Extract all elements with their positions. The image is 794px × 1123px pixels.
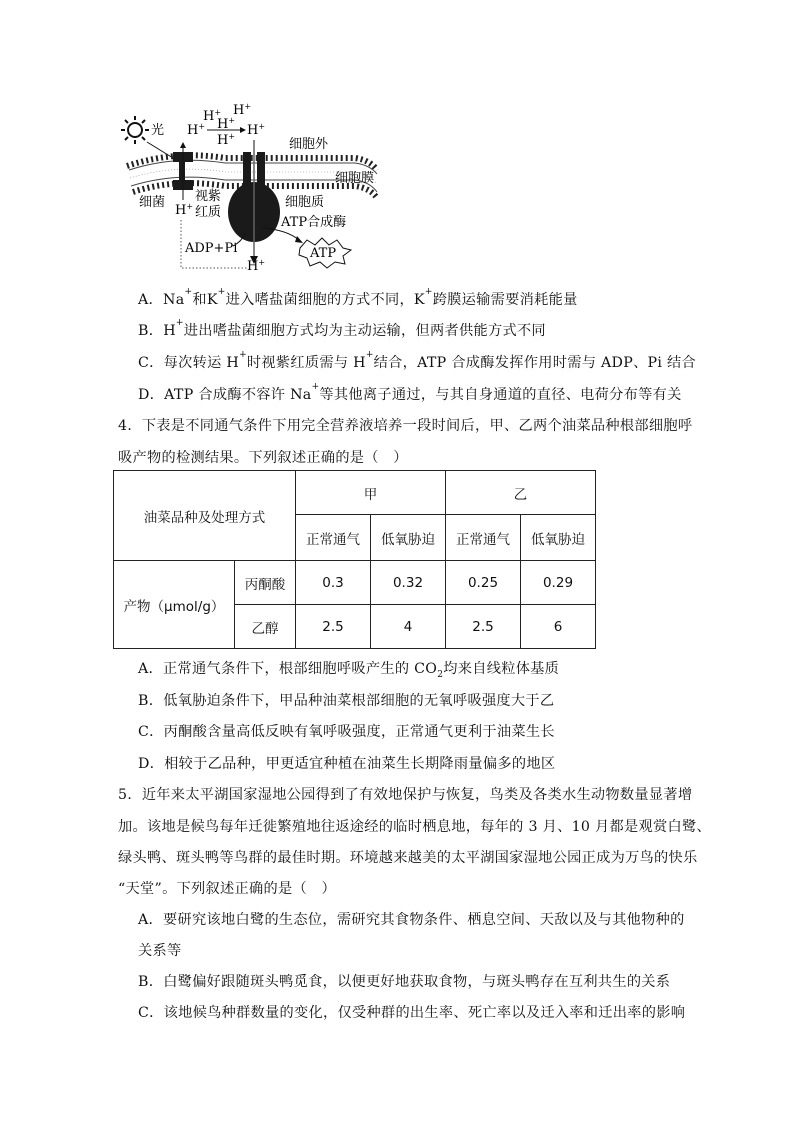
table-cell: 2.5 xyxy=(296,605,371,649)
bacterium-label: 细菌 xyxy=(139,195,166,210)
atp-label: ATP xyxy=(310,246,337,261)
svg-text:H+: H+ xyxy=(217,116,236,132)
q3-option-c: C．每次转运 H+时视紫红质需与 H+结合，ATP 合成酶发挥作用时需与 ADP、Pi 结合 xyxy=(138,350,697,371)
q5-option-b: B．白鹭偏好跟随斑头鸭觅食，以便更好地获取食物，与斑头鸭存在互利共生的关系 xyxy=(138,974,671,990)
q3-option-d: D．ATP 合成酶不容许 Na+等其他离子通过，与其自身通道的直径、电荷分布等有关 xyxy=(138,382,682,403)
svg-text:H+: H+ xyxy=(247,258,266,274)
row-name: 乙醇 xyxy=(235,605,296,649)
q4-option-d: D．相较于乙品种，甲更适宜种植在油菜生长期降雨量偏多的地区 xyxy=(138,756,556,772)
q4-stem-line1: 4．下表是不同通气条件下用完全营养液培养一段时间后，甲、乙两个油菜品种根部细胞呼 xyxy=(118,418,693,434)
cond-low-a: 低氧胁迫 xyxy=(371,515,446,561)
h-label: H xyxy=(247,259,259,274)
sun-icon xyxy=(121,116,149,144)
table-cell: 0.32 xyxy=(371,561,446,605)
q3-option-b: B．H+进出嗜盐菌细胞方式均为主动运输，但两者供能方式不同 xyxy=(138,318,546,339)
table-cell: 0.3 xyxy=(296,561,371,605)
atp-synthase-label: ATP合成酶 xyxy=(281,215,347,230)
respiration-table xyxy=(113,470,596,649)
outside-label: 细胞外 xyxy=(289,137,329,152)
rhodopsin-label-2: 红质 xyxy=(195,205,222,220)
membrane-diagram xyxy=(115,100,385,275)
cond-normal-b: 正常通气 xyxy=(446,515,521,561)
q3-option-a: A．Na+和K+进入嗜盐菌细胞的方式不同，K+跨膜运输需要消耗能量 xyxy=(138,287,578,308)
q4-stem-line2: 吸产物的检测结果。下列叙述正确的是（ ） xyxy=(118,450,408,466)
q5-option-c: C．该地候鸟种群数量的变化，仅受种群的出生率、死亡率以及迁入率和迁出率的影响 xyxy=(138,1005,686,1021)
svg-text:H+: H+ xyxy=(247,122,266,138)
h-label: H xyxy=(217,117,229,132)
table-cell: 6 xyxy=(521,605,596,649)
svg-text:H+: H+ xyxy=(233,102,252,118)
row-group-label: 产物（μmol/g） xyxy=(114,561,235,649)
table-cell: 4 xyxy=(371,605,446,649)
svg-text:H+: H+ xyxy=(175,202,194,218)
h-label: H xyxy=(175,203,187,218)
variety-a-header: 甲 xyxy=(296,471,446,515)
rhodopsin-label-1: 视紫 xyxy=(195,189,222,204)
svg-text:H+: H+ xyxy=(187,122,206,138)
h-label: H xyxy=(203,109,215,124)
h-label: H xyxy=(233,103,245,118)
q4-option-c: C．丙酮酸含量高低反映有氧呼吸强度，正常通气更利于油菜生长 xyxy=(138,724,555,740)
svg-text:H+: H+ xyxy=(217,132,236,148)
row-name: 丙酮酸 xyxy=(235,561,296,605)
table-row xyxy=(114,561,596,605)
header-label: 油菜品种及处理方式 xyxy=(114,471,296,561)
light-ray xyxy=(147,142,173,158)
table-cell: 2.5 xyxy=(446,605,521,649)
q5-stem-line3: 绿头鸭、斑头鸭等鸟群的最佳时期。环境越来越美的太平湖国家湿地公园正成为万鸟的快乐 xyxy=(118,850,698,866)
adp-pi-label: ADP+Pi xyxy=(185,241,238,256)
q5-stem-line2: 加。该地是候鸟每年迁徙繁殖地往返途经的临时栖息地，每年的 3 月、10 月都是观赏白鹭、 xyxy=(118,819,711,835)
h-label: H xyxy=(247,123,259,138)
q5-option-a-line1: A．要研究该地白鹭的生态位，需研究其食物条件、栖息空间、天敌以及与其他物种的 xyxy=(138,912,685,928)
cytoplasm-label: 细胞质 xyxy=(285,195,325,210)
svg-text:H+: H+ xyxy=(203,108,222,124)
membrane-label: 细胞膜 xyxy=(335,171,375,186)
variety-b-header: 乙 xyxy=(446,471,596,515)
table-cell: 0.25 xyxy=(446,561,521,605)
q4-option-a: A．正常通气条件下，根部细胞呼吸产生的 $CO_2$均来自线粒体基质 xyxy=(138,661,560,680)
h-label: H xyxy=(217,133,229,148)
light-label: 光 xyxy=(151,123,165,138)
q5-stem-line4: “天堂”。下列叙述正确的是（ ） xyxy=(118,881,336,897)
table-cell: 0.29 xyxy=(521,561,596,605)
h-label: H xyxy=(187,123,199,138)
q5-option-a-line2: 关系等 xyxy=(138,943,182,959)
cond-normal-a: 正常通气 xyxy=(296,515,371,561)
q4-option-b: B．低氧胁迫条件下，甲品种油菜根部细胞的无氧呼吸强度大于乙 xyxy=(138,693,555,709)
cond-low-b: 低氧胁迫 xyxy=(521,515,596,561)
q5-stem-line1: 5．近年来太平湖国家湿地公园得到了有效地保护与恢复，鸟类及各类水生动物数量显著增 xyxy=(118,787,693,803)
